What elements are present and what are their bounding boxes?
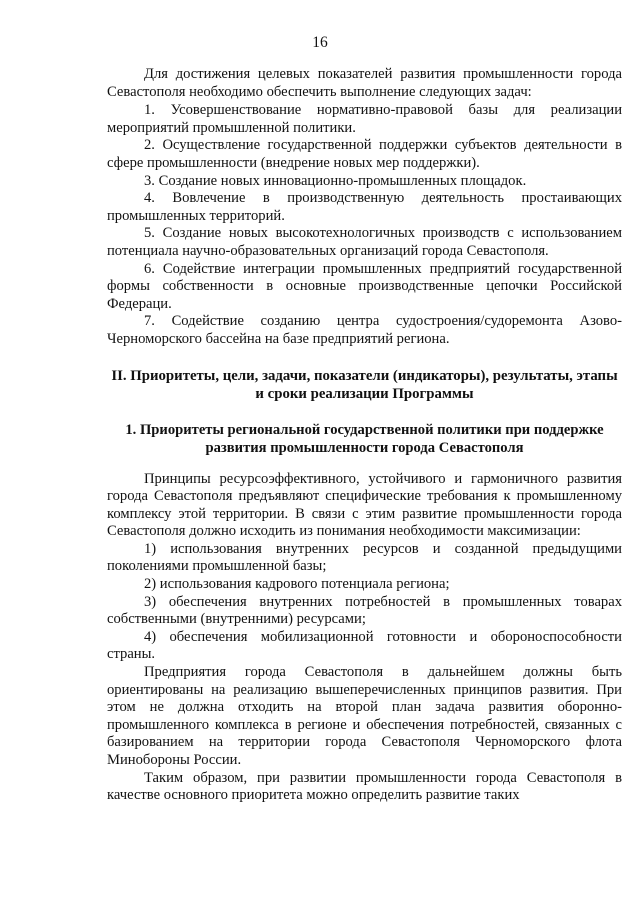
task-item-5: 5. Создание новых высокотехнологичных производств с использованием потенциала научно-образовательных организаций города Севастополя. (107, 225, 622, 259)
section-heading: II. Приоритеты, цели, задачи, показатели (индикаторы), результаты, этапы и сроки реализации Программы (111, 367, 618, 402)
intro-paragraph: Для достижения целевых показателей развития промышленности города Севастополя необходимо обеспечить выполнение следующих задач: (107, 66, 622, 100)
page-number: 16 (312, 34, 328, 51)
principle-item-4: 4) обеспечения мобилизационной готовности и обороноспособности страны. (107, 628, 622, 663)
task-item-7: 7. Содействие созданию центра судостроения/судоремонта Азово-Черноморского бассейна на базе предприятий региона. (107, 313, 622, 347)
closing-paragraph: Таким образом, при развитии промышленности города Севастополя в качестве основного приоритета можно определить развитие таких (107, 769, 622, 804)
subsection-heading: 1. Приоритеты региональной государственной политики при поддержке развития промышленности города Севастополя (125, 421, 604, 456)
task-item-2: 2. Осуществление государственной поддержки субъектов деятельности в сфере промышленности (внедрение новых мер поддержки). (107, 137, 622, 171)
enterprises-paragraph: Предприятия города Севастополя в дальнейшем должны быть ориентированы на реализацию вышеперечисленных принципов развития. При этом не должна отходить на второй план задача развития оборонно-промышленного комплекса в регионе и обеспечения потребностей, связанных с базированием на территории города Севастополя Черноморского флота Минобороны России. (107, 664, 622, 768)
principle-item-3: 3) обеспечения внутренних потребностей в промышленных товарах собственными (внутренними) ресурсами; (107, 593, 622, 628)
principles-paragraph: Принципы ресурсоэффективного, устойчивого и гармоничного развития города Севастополя предъявляют специфические требования к промышленному комплексу этой территории. В связи с этим развитие промышленности города Севастополя должно исходить из понимания необходимости максимизации: (107, 470, 622, 540)
principle-item-2: 2) использования кадрового потенциала региона; (144, 576, 450, 593)
task-item-6: 6. Содействие интеграции промышленных предприятий государственной формы собственности в основные производственные цепочки Российской Федераци. (107, 260, 622, 312)
principle-item-1: 1) использования внутренних ресурсов и созданной предыдущими поколениями промышленной базы; (107, 540, 622, 575)
task-item-3: 3. Создание новых инновационно-промышленных площадок. (144, 172, 527, 189)
task-item-4: 4. Вовлечение в производственную деятельность простаивающих промышленных территорий. (107, 190, 622, 224)
document-body (107, 66, 622, 805)
task-item-1: 1. Усовершенствование нормативно-правовой базы для реализации мероприятий промышленной политики. (107, 102, 622, 136)
